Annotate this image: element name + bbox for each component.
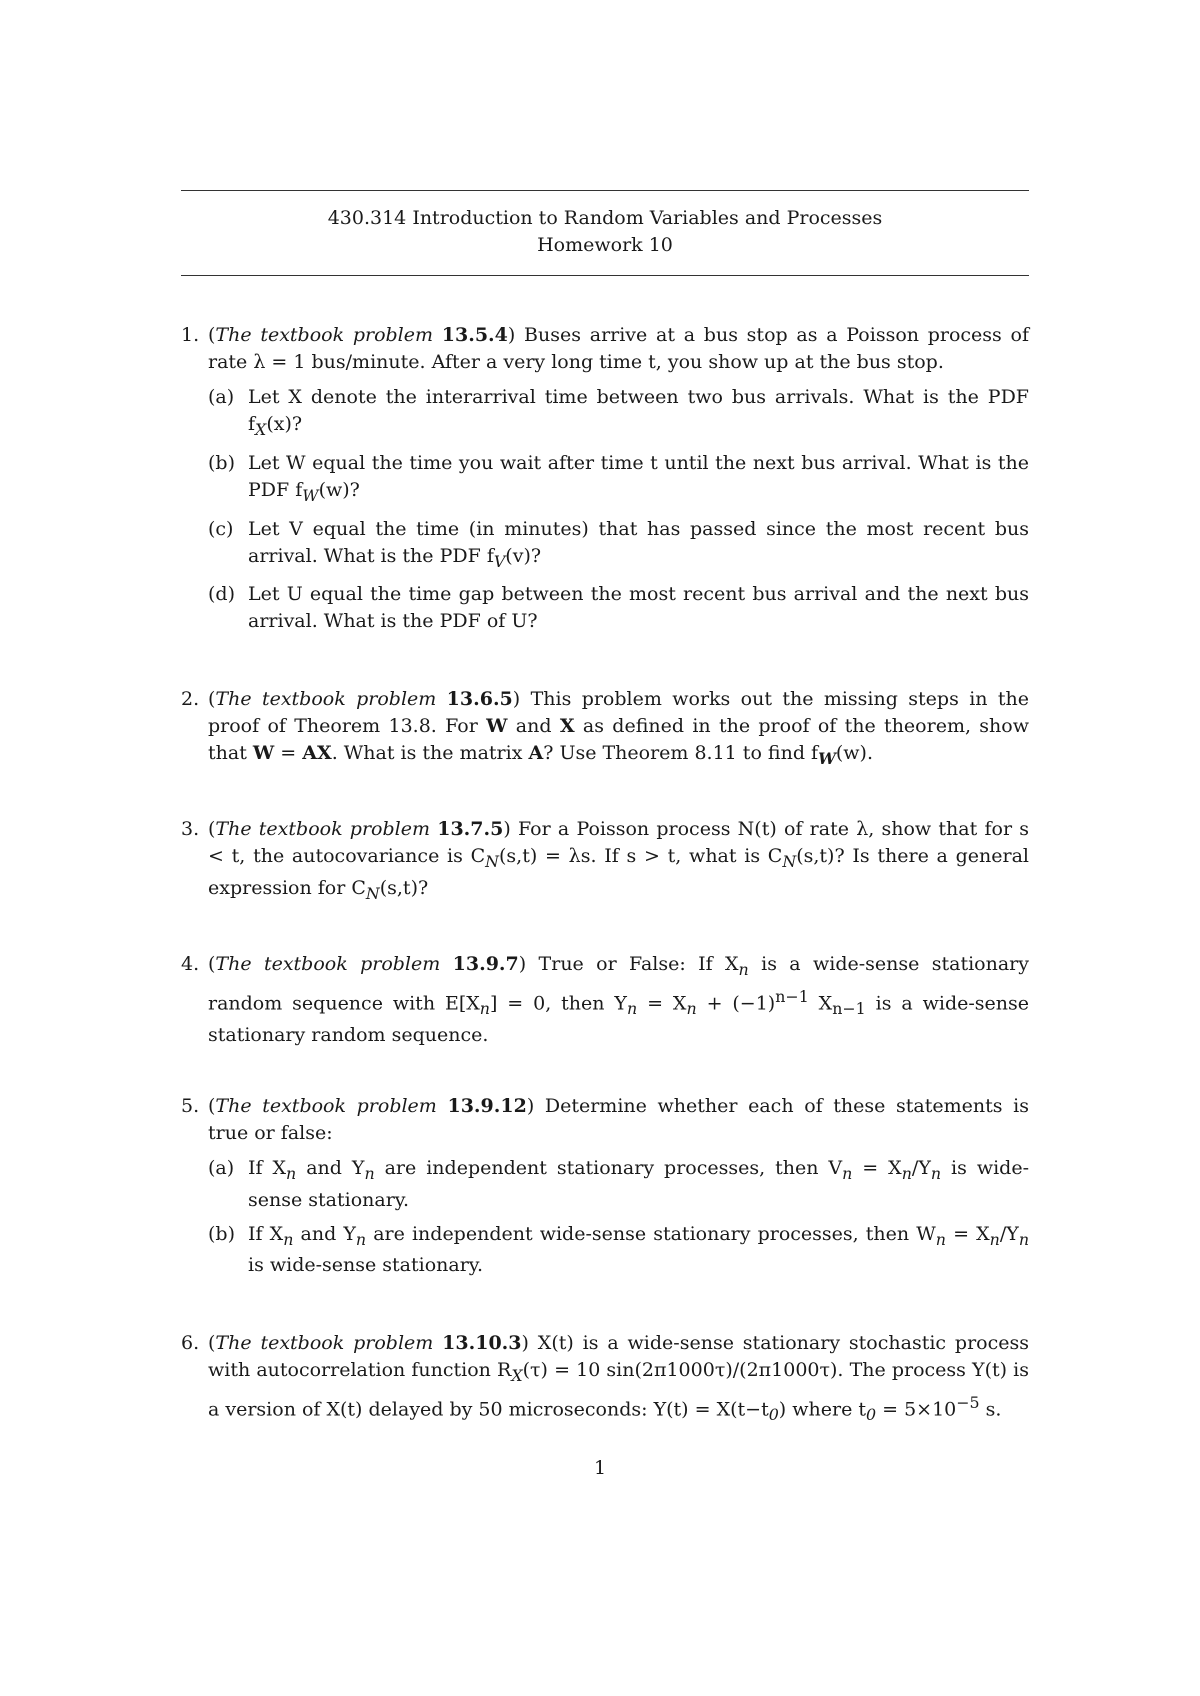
document-header bbox=[181, 191, 1029, 275]
page-number: 1 bbox=[593, 1457, 607, 1479]
subproblem-text: If $X_n$ and $Y_n$ are independent stationary processes, then $V_n = X_n/Y_n$ is wide-sense stationary. bbox=[248, 1156, 1029, 1211]
subproblem-text: Let U equal the time gap between the most recent bus arrival and the next bus arrival. What is the PDF of U? bbox=[248, 583, 1029, 633]
homework-page bbox=[181, 190, 1029, 1472]
subproblem-text: If $X_n$ and $Y_n$ are independent wide-sense stationary processes, then $W_n = X_n/Y_n$ is wide-sense stationary. bbox=[248, 1222, 1030, 1277]
problem-statement: (The textbook problem 13.6.5) This problem works out the missing steps in the proof of Theorem 13.8. For W and X as defined in the proof of the theorem, show that W = AX. What is the matrix A? Use Theorem 8.11 to find $f_W(w)$. bbox=[208, 688, 1029, 769]
problem-number: 3. bbox=[181, 818, 200, 841]
subproblem-list bbox=[208, 384, 1029, 635]
problem-6 bbox=[181, 1330, 1029, 1428]
subproblem-list bbox=[208, 1155, 1029, 1280]
subproblem-label: (b) bbox=[208, 451, 235, 474]
subproblem-label: (d) bbox=[208, 583, 235, 606]
problem-number: 4. bbox=[181, 952, 200, 975]
problem-2 bbox=[181, 686, 1029, 772]
course-title: 430.314 Introduction to Random Variables and Processes bbox=[327, 207, 883, 229]
subproblem bbox=[208, 516, 1029, 575]
subproblem-text: Let W equal the time you wait after time t until the next bus arrival. What is the PDF $f_W(w)$? bbox=[248, 451, 1029, 505]
subproblem bbox=[208, 384, 1029, 443]
problem-body bbox=[208, 686, 1029, 772]
subproblem-label: (b) bbox=[208, 1222, 235, 1245]
problem-number: 5. bbox=[181, 1094, 200, 1117]
problem-number: 2. bbox=[181, 688, 200, 711]
problem-4 bbox=[181, 951, 1029, 1049]
subproblem bbox=[208, 581, 1029, 635]
problem-number: 6. bbox=[181, 1332, 200, 1355]
problem-statement: (The textbook problem 13.9.7) True or False: If $X_n$ is a wide-sense stationary random sequence with $E[X_n] = 0$, then $Y_n = X_n + (-1)^{n-1}$ $X_{n-1}$ is a wide-sense stationary random sequence. bbox=[208, 952, 1030, 1046]
subproblem-label: (c) bbox=[208, 517, 234, 540]
problem-body bbox=[208, 816, 1029, 907]
problem-statement: (The textbook problem 13.5.4) Buses arrive at a bus stop as a Poisson process of rate λ = 1 bus/minute. After a very long time t, you show up at the bus stop. bbox=[208, 324, 1030, 373]
subproblem bbox=[208, 1221, 1029, 1280]
problem-body bbox=[208, 322, 1029, 642]
problem-body bbox=[208, 1093, 1029, 1287]
problem-statement: (The textbook problem 13.7.5) For a Poisson process N(t) of rate λ, show that for s < t, the autocovariance is $C_N(s,t) = \lambda s$. If s > t, what is $C_N(s,t)$? Is there a general expression for $C_N(s,t)$? bbox=[208, 818, 1029, 903]
subproblem bbox=[208, 450, 1029, 509]
problem-body bbox=[208, 1330, 1029, 1428]
homework-title: Homework 10 bbox=[537, 234, 673, 256]
bottom-rule bbox=[181, 275, 1029, 276]
problem-number: 1. bbox=[181, 324, 200, 346]
subproblem-text: Let V equal the time (in minutes) that has passed since the most recent bus arrival. What is the PDF $f_V(v)$? bbox=[248, 517, 1029, 571]
problem-body bbox=[208, 951, 1029, 1049]
subproblem-text: Let X denote the interarrival time between two bus arrivals. What is the PDF $f_X(x)$? bbox=[248, 386, 1029, 439]
problem-statement: (The textbook problem 13.9.12) Determine whether each of these statements is true or false: bbox=[208, 1094, 1029, 1144]
subproblem-label: (a) bbox=[208, 386, 235, 408]
problem-statement: (The textbook problem 13.10.3) X(t) is a wide-sense stationary stochastic process with autocorrelation function $R_X(\tau) = 10$ sin(2π1000τ)/(2π1000τ). The process Y(t) is a version of X(t) delayed by 50 microseconds: $Y(t) = X(t-t_0)$ where $t_0 = 5\times 10^{-5}$ s. bbox=[208, 1332, 1029, 1425]
problem-3 bbox=[181, 816, 1029, 907]
problem-5 bbox=[181, 1093, 1029, 1287]
problem-list bbox=[181, 322, 1029, 1428]
problem-1 bbox=[181, 322, 1029, 642]
subproblem-label: (a) bbox=[208, 1156, 235, 1179]
subproblem bbox=[208, 1155, 1029, 1214]
